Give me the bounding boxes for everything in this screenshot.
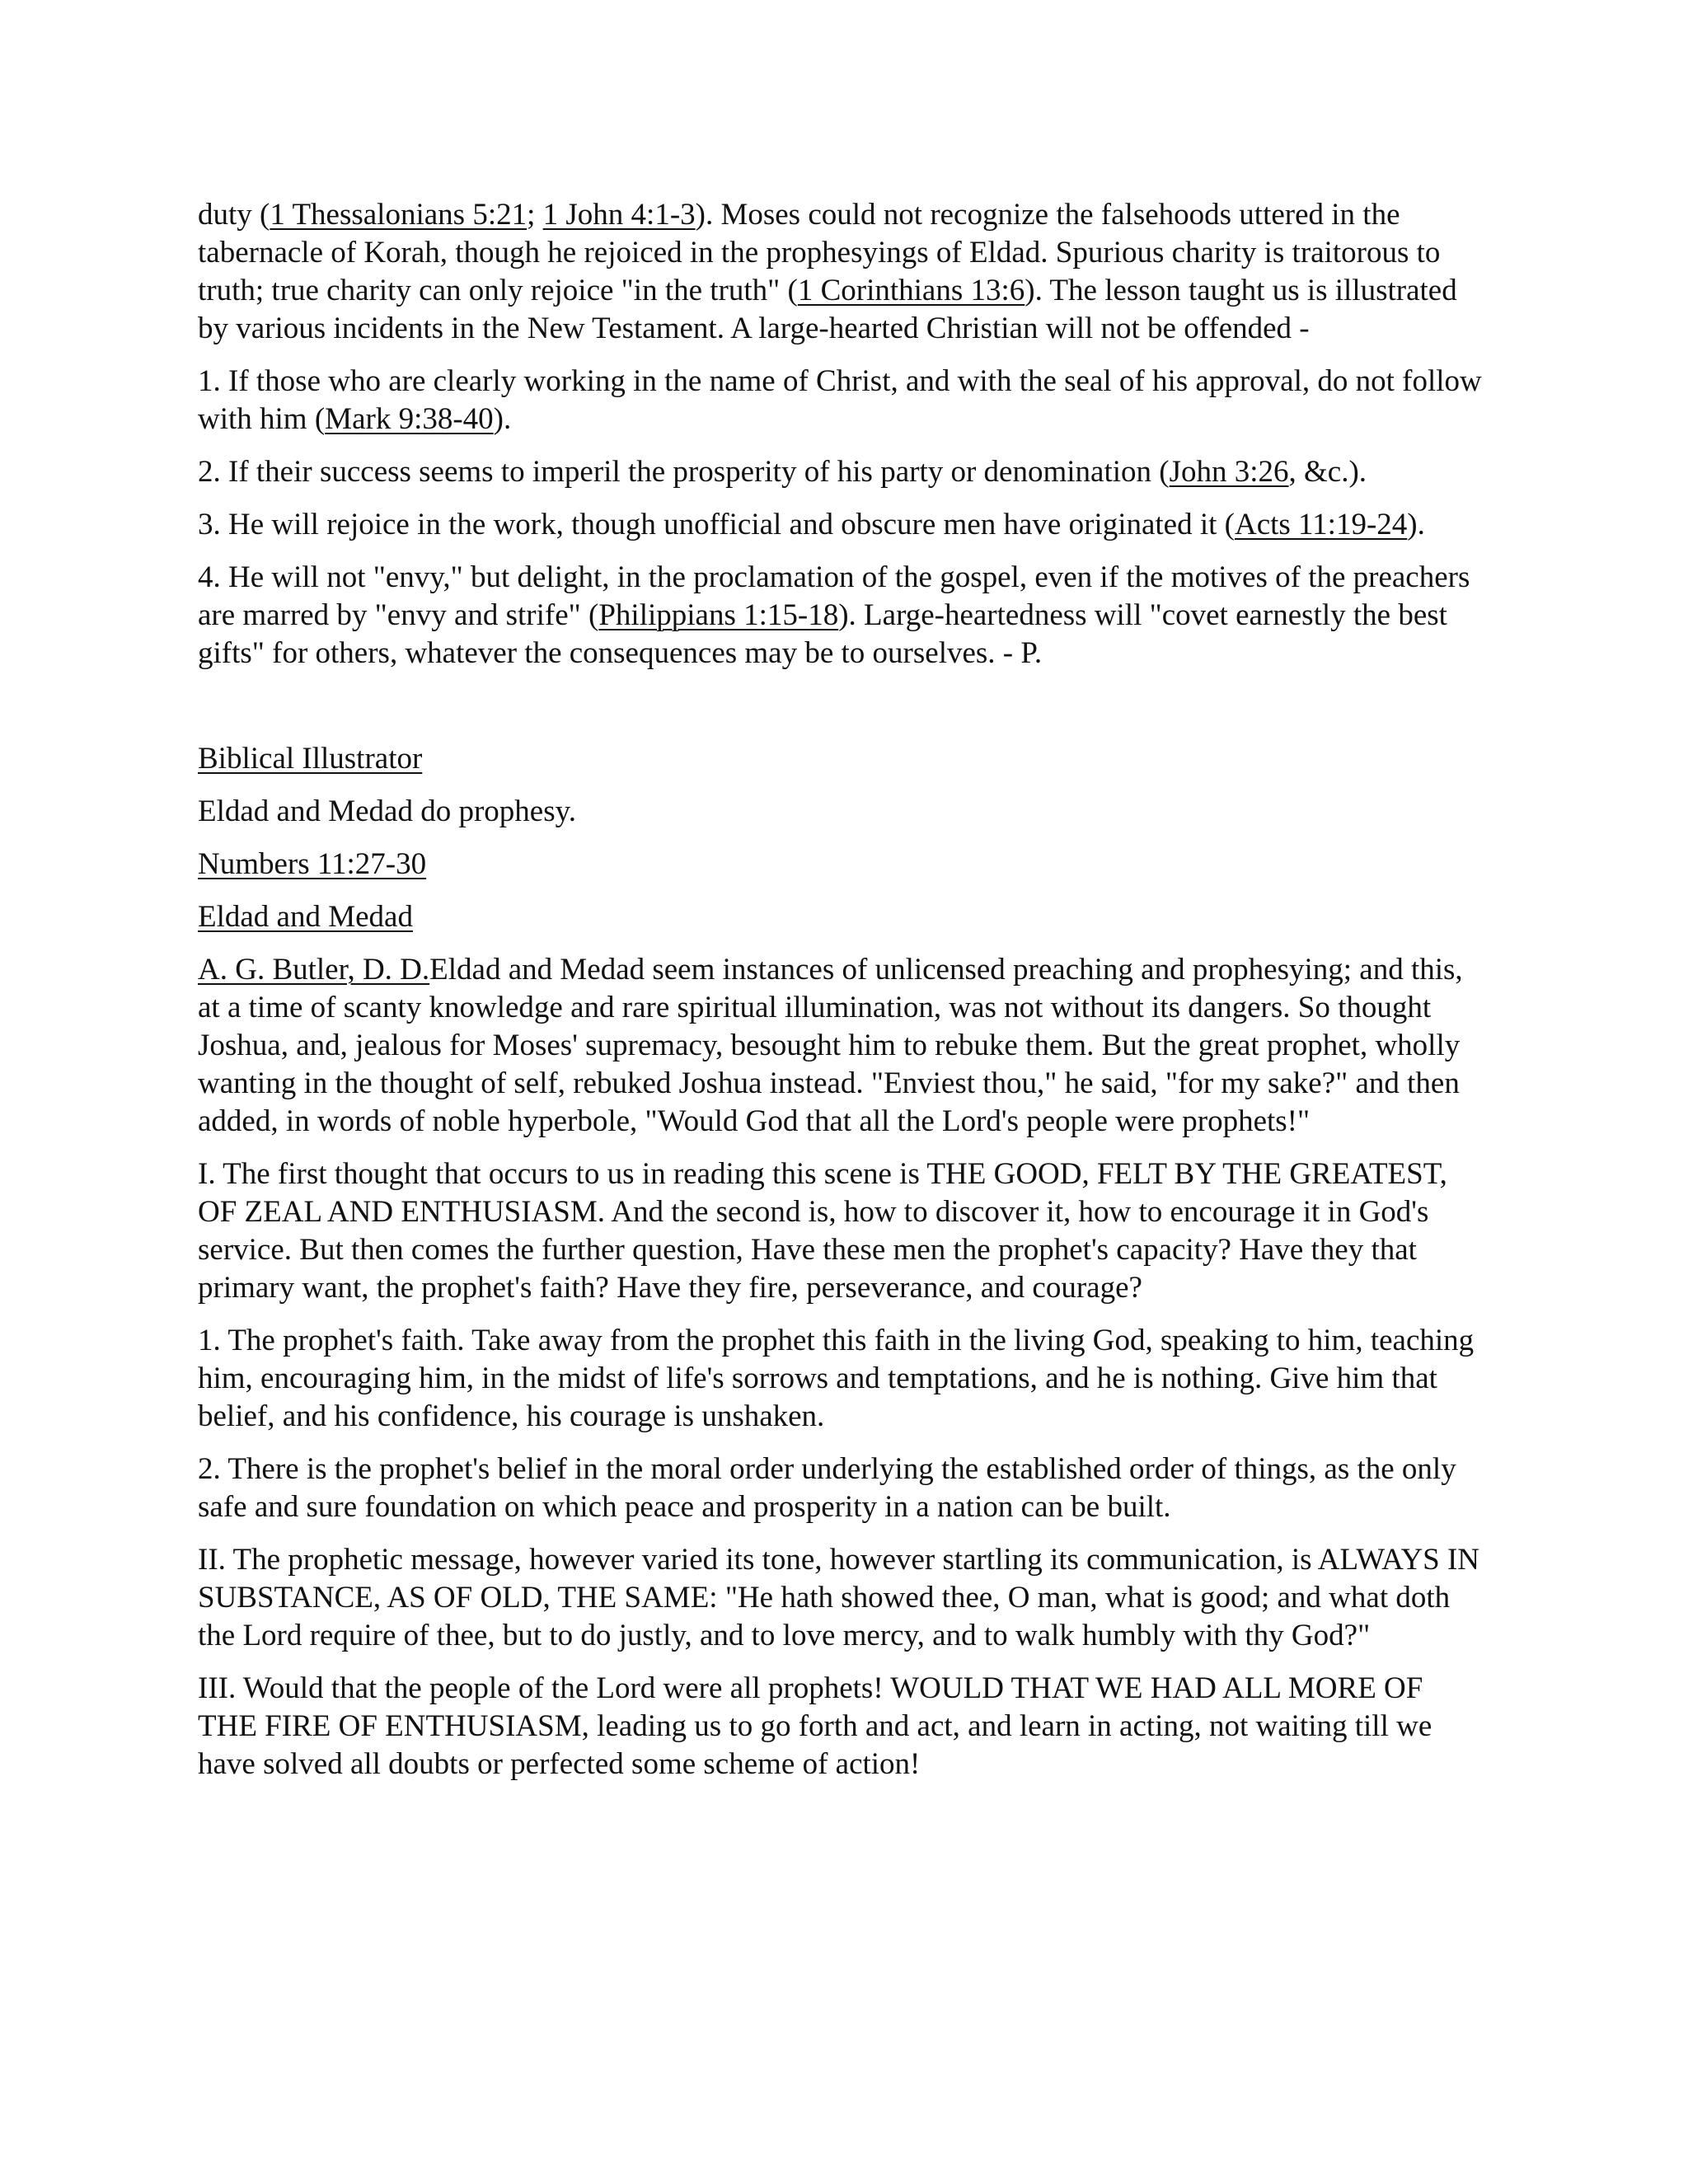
text-segment: ). <box>1407 508 1425 541</box>
paragraph-point-i: I. The first thought that occurs to us in reading this scene is THE GOOD, FELT BY THE GREATEST, OF ZEAL AND ENTHUSIASM. And the second is, how to discover it, how to encourage it in God's service. But then comes the further question, Have these men the prophet's capacity? Have they that primary want, the prophet's faith? Have they fire, perseverance, and courage? <box>198 1157 1447 1305</box>
scripture-reference <box>198 846 1484 883</box>
paragraph-prophets-faith: 1. The prophet's faith. Take away from the prophet this faith in the living God, speaking to him, teaching him, encouraging him, in the midst of life's sorrows and temptations, and he is nothing. Give him that belief, and his confidence, his courage is unshaken. <box>198 1324 1475 1433</box>
section-title <box>198 898 1484 936</box>
text-segment: ). Moses could not recognize the falsehoods uttered in the tabernacle of Korah, though he rejoiced in the prophesyings of Eldad. Spurious charity is traitorous to truth; true charity can only rejoice "in the truth" ( <box>198 198 1441 307</box>
paragraph-point-iii: III. Would that the people of the Lord were all prophets! WOULD THAT WE HAD ALL MORE OF THE FIRE OF ENTHUSIASM, leading us to go forth and act, and learn in acting, not waiting till we have solved all doubts or perfected some scheme of action! <box>198 1671 1432 1781</box>
text-segment: , &c.). <box>1288 455 1367 489</box>
paragraph-butler <box>198 951 1484 1141</box>
link-numbers-11-27-30[interactable]: Numbers 11:27-30 <box>198 847 427 881</box>
text-segment: ). The lesson taught us is illustrated by various incidents in the New Testament. A large-hearted Christian will not be offended - <box>198 274 1457 345</box>
paragraph-duty <box>198 196 1484 348</box>
text-segment: 1. If those who are clearly working in the name of Christ, and with the seal of his approval, do not follow with him ( <box>198 364 1482 436</box>
document-page <box>198 196 1484 1798</box>
text-segment: duty ( <box>198 198 270 232</box>
paragraph-point-ii: II. The prophetic message, however varied its tone, however startling its communication, is ALWAYS IN SUBSTANCE, AS OF OLD, THE SAME: "He hath showed thee, O man, what is good; and what doth the Lord require of thee, but to do justly, and to love mercy, and to walk humbly with thy God?" <box>198 1543 1480 1652</box>
text-segment: ). <box>493 402 512 436</box>
link-mark-9-38-40[interactable]: Mark 9:38-40 <box>325 402 494 436</box>
link-acts-11-19-24[interactable]: Acts 11:19-24 <box>1234 508 1408 541</box>
link-author-butler[interactable]: A. G. Butler, D. D. <box>198 953 430 987</box>
link-1-thessalonians-5-21[interactable]: 1 Thessalonians 5:21 <box>270 198 528 232</box>
verse-text: Eldad and Medad do prophesy. <box>198 794 576 828</box>
list-item-2 <box>198 453 1484 491</box>
section-spacer <box>198 687 1484 740</box>
text-segment: Eldad and Medad seem instances of unlicensed preaching and prophesying; and this, at a time of scanty knowledge and rare spiritual illumination, was not without its dangers. So thought Joshua, and, jealous for Moses' supremacy, besought him to rebuke them. But the great prophet, wholly wanting in the thought of self, rebuked Joshua instead. "Enviest thou," he said, "for my sake?" and then added, in words of noble hyperbole, "Would God that all the Lord's people were prophets!" <box>198 953 1463 1138</box>
text-segment: 2. If their success seems to imperil the prosperity of his party or denomination ( <box>198 455 1170 489</box>
list-item-4 <box>198 559 1484 673</box>
link-biblical-illustrator[interactable]: Biblical Illustrator <box>198 742 423 776</box>
text-segment: ). Large-heartedness will "covet earnestly the best gifts" for others, whatever the consequences may be to ourselves. - P. <box>198 598 1447 670</box>
list-item-1 <box>198 363 1484 438</box>
text-segment: 4. He will not "envy," but delight, in the proclamation of the gospel, even if the motives of the preachers are marred by "envy and strife" ( <box>198 560 1470 632</box>
link-1-corinthians-13-6[interactable]: 1 Corinthians 13:6 <box>797 274 1025 307</box>
section-source <box>198 740 1484 778</box>
text-segment: ; <box>527 198 543 232</box>
text-segment: 3. He will rejoice in the work, though unofficial and obscure men have originated it ( <box>198 508 1235 541</box>
link-philippians-1-15-18[interactable]: Philippians 1:15-18 <box>598 598 839 632</box>
list-item-3 <box>198 506 1484 544</box>
link-eldad-and-medad[interactable]: Eldad and Medad <box>198 900 413 934</box>
link-1-john-4-1-3[interactable]: 1 John 4:1-3 <box>542 198 696 232</box>
paragraph-moral-order: 2. There is the prophet's belief in the moral order underlying the established order of things, as the only safe and sure foundation on which peace and prosperity in a nation can be built. <box>198 1452 1456 1524</box>
link-john-3-26[interactable]: John 3:26 <box>1169 455 1289 489</box>
